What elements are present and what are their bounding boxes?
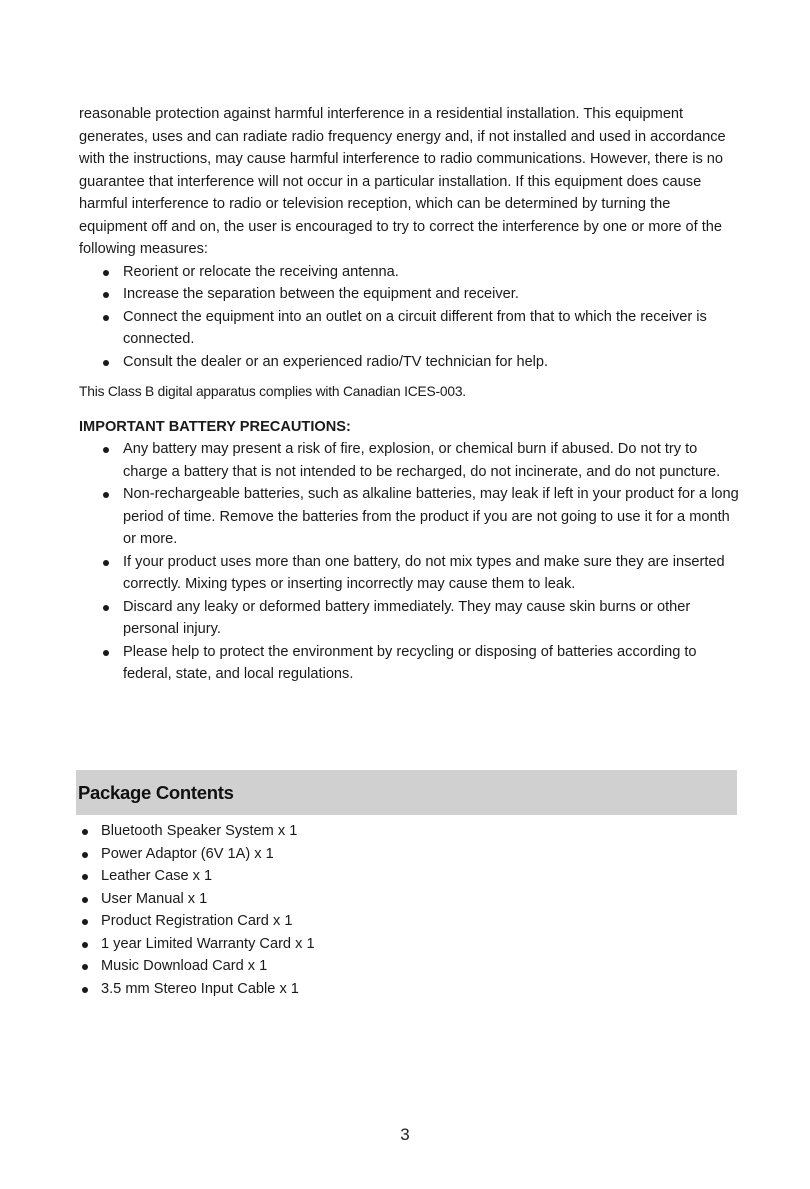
list-item: Consult the dealer or an experienced radio/TV technician for help. — [123, 351, 741, 374]
page-number: 3 — [400, 1125, 410, 1144]
package-contents-header — [76, 770, 737, 815]
list-item: User Manual x 1 — [101, 888, 580, 911]
ices-statement: This Class B digital apparatus complies with Canadian ICES-003. — [79, 384, 466, 399]
regulatory-section — [79, 103, 741, 686]
list-item: Music Download Card x 1 — [101, 955, 580, 978]
list-item: Connect the equipment into an outlet on a circuit different from that to which the receiver is connected. — [123, 306, 741, 351]
list-item: Please help to protect the environment by recycling or disposing of batteries according to federal, state, and local regulations. — [123, 641, 741, 686]
list-item: Increase the separation between the equipment and receiver. — [123, 283, 741, 306]
list-item: Discard any leaky or deformed battery immediately. They may cause skin burns or other personal injury. — [123, 596, 741, 641]
interference-measures-list — [79, 261, 741, 374]
list-item: Power Adaptor (6V 1A) x 1 — [101, 843, 580, 866]
list-item: Leather Case x 1 — [101, 865, 580, 888]
package-contents-list — [80, 820, 580, 1000]
package-contents-section — [80, 820, 580, 1000]
list-item: If your product uses more than one battery, do not mix types and make sure they are inserted correctly. Mixing types or inserting incorrectly may cause them to leak. — [123, 551, 741, 596]
battery-precautions-heading: IMPORTANT BATTERY PRECAUTIONS: — [79, 418, 351, 435]
section-title: Package Contents — [78, 782, 234, 803]
list-item: Product Registration Card x 1 — [101, 910, 580, 933]
list-item: Bluetooth Speaker System x 1 — [101, 820, 580, 843]
list-item: Reorient or relocate the receiving antenna. — [123, 261, 741, 284]
list-item: 1 year Limited Warranty Card x 1 — [101, 933, 580, 956]
fcc-paragraph: reasonable protection against harmful interference in a residential installation. This equipment generates, uses and can radiate radio frequency energy and, if not installed and used in accordance with the instructions, may cause harmful interference to radio communications. However, there is no guarantee that interference will not occur in a particular installation. If this equipment does cause harmful interference to radio or television reception, which can be determined by turning the equipment off and on, the user is encouraged to try to correct the interference by one or more of the following measures: — [79, 106, 726, 257]
battery-precautions-list — [79, 438, 741, 686]
list-item: Non-rechargeable batteries, such as alkaline batteries, may leak if left in your product for a long period of time. Remove the batteries from the product if you are not going to use it for a month or more. — [123, 483, 741, 551]
list-item: 3.5 mm Stereo Input Cable x 1 — [101, 978, 580, 1001]
list-item: Any battery may present a risk of fire, explosion, or chemical burn if abused. Do not try to charge a battery that is not intended to be recharged, do not incinerate, and do not puncture. — [123, 438, 741, 483]
